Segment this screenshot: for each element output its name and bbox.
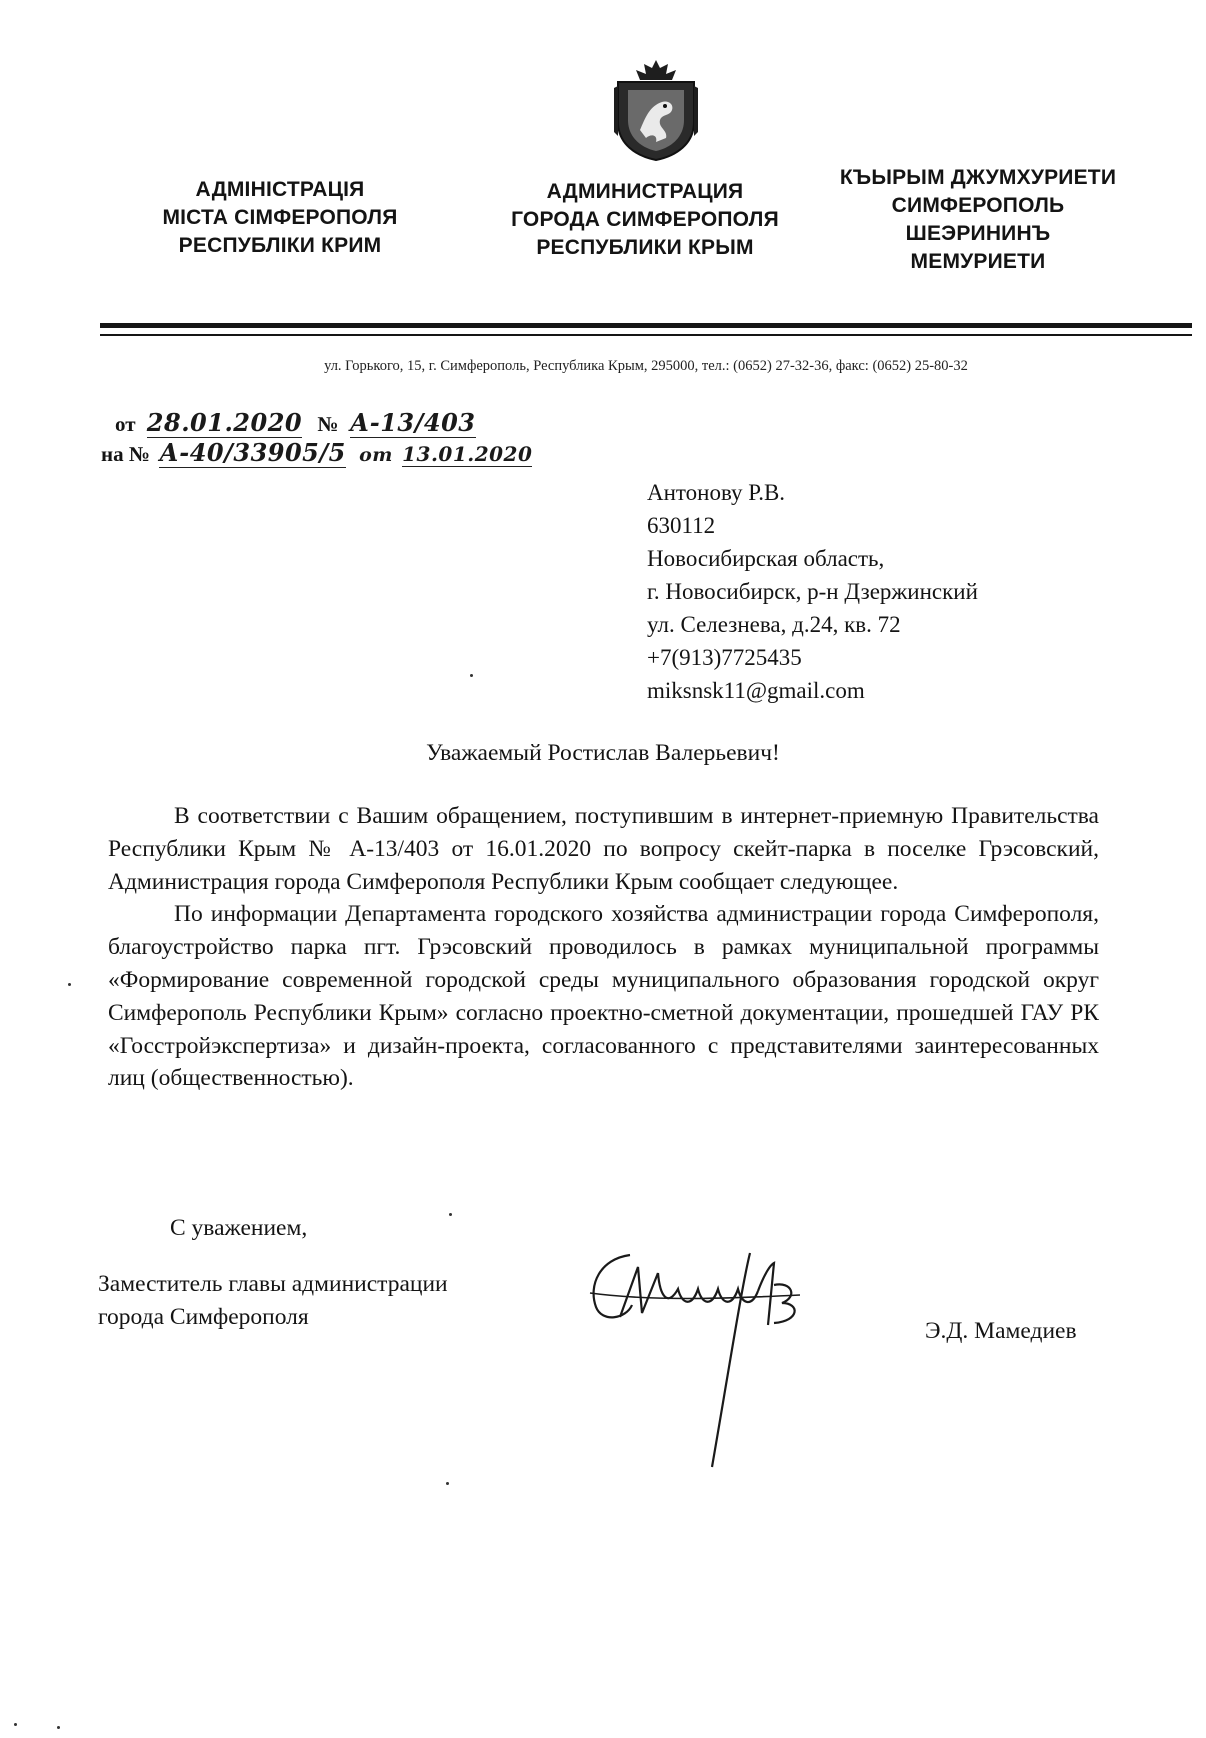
reply-reference: А-40/33905/5 (159, 438, 346, 467)
scan-speck (446, 1482, 449, 1485)
scan-speck (449, 1213, 452, 1216)
organization-address: ул. Горького, 15, г. Симферополь, Республика Крым, 295000, тел.: (0652) 27-32-36, факс: (0652) 25-80-32 (324, 358, 968, 374)
header-ua-line: МІСТА СІМФЕРОПОЛЯ (162, 206, 398, 229)
scan-speck (14, 1723, 17, 1726)
outgoing-number: А-13/403 (349, 408, 476, 437)
recipient-phone: +7(913)7725435 (647, 645, 802, 670)
reply-from-label: от (359, 444, 393, 466)
closing: С уважением, (170, 1215, 308, 1241)
header-crh-line: СИМФЕРОПОЛЬ (891, 194, 1065, 217)
recipient-block (647, 476, 978, 707)
recipient-name: Антонову Р.В. (647, 480, 786, 505)
from-label: от (115, 412, 136, 436)
reply-date: 13.01.2020 (402, 442, 533, 466)
header-ru-line: ГОРОДА СИМФЕРОПОЛЯ (511, 208, 779, 231)
recipient-postcode: 630112 (647, 513, 716, 538)
scan-speck (68, 983, 71, 986)
outgoing-registration (115, 408, 476, 438)
header-ua-line: РЕСПУБЛІКИ КРИМ (178, 234, 382, 257)
handwritten-signature (560, 1245, 860, 1475)
position-line: города Симферополя (98, 1304, 309, 1330)
reply-label: на № (101, 442, 150, 466)
reply-to-registration (101, 438, 532, 468)
number-label: № (317, 412, 339, 436)
header-crh-line: ШЕЭРИНИНЪ (905, 222, 1051, 245)
header-crimean-tatar (808, 164, 1148, 276)
header-crh-line: КЪЫРЫМ ДЖУМХУРИЕТИ (839, 166, 1117, 189)
body-paragraph: В соответствии с Вашим обращением, поступившим в интернет-приемную Правительства Республики Крым № А-13/403 от 16.01.2020 по вопросу скейт-парка в поселке Грэсовский, Администрация города Симферополя Республики Крым сообщает следующее. (108, 803, 1099, 895)
crimea-coat-of-arms-icon (610, 58, 702, 162)
outgoing-date: 28.01.2020 (146, 408, 303, 437)
recipient-street: ул. Селезнева, д.24, кв. 72 (647, 612, 901, 637)
header-divider-thin (100, 334, 1192, 336)
scan-speck (470, 674, 473, 677)
header-crh-line: МЕМУРИЕТИ (910, 250, 1046, 273)
header-divider-thick (100, 323, 1192, 328)
header-ru-line: РЕСПУБЛИКИ КРЫМ (536, 236, 754, 259)
recipient-city: г. Новосибирск, р-н Дзержинский (647, 579, 978, 604)
header-ru-line: АДМИНИСТРАЦИЯ (546, 180, 744, 203)
header-russian (455, 178, 835, 262)
scan-speck (57, 1726, 60, 1729)
position-line: Заместитель главы администрации (98, 1271, 448, 1297)
greeting: Уважаемый Ростислав Валерьевич! (426, 740, 780, 766)
header-ua-line: АДМІНІСТРАЦІЯ (195, 178, 365, 201)
signer-position (98, 1268, 448, 1334)
header-ukrainian (110, 176, 450, 260)
letter-body (108, 800, 1099, 1095)
body-paragraph: По информации Департамента городского хозяйства администрации города Симферополя, благоустройство парка пгт. Грэсовский проводилось в рамках муниципальной программы «Формирование современной городской среды муниципального образования городской округ Симферополь Республики Крым» согласно проектно-сметной документации, прошедшей ГАУ РК «Госстройэкспертиза» и дизайн-проекта, согласованного с представителями заинтересованных лиц (общественностью). (108, 901, 1099, 1092)
recipient-email: miksnsk11@gmail.com (647, 678, 865, 703)
recipient-region: Новосибирская область, (647, 546, 885, 571)
signer-name: Э.Д. Мамедиев (925, 1318, 1077, 1344)
